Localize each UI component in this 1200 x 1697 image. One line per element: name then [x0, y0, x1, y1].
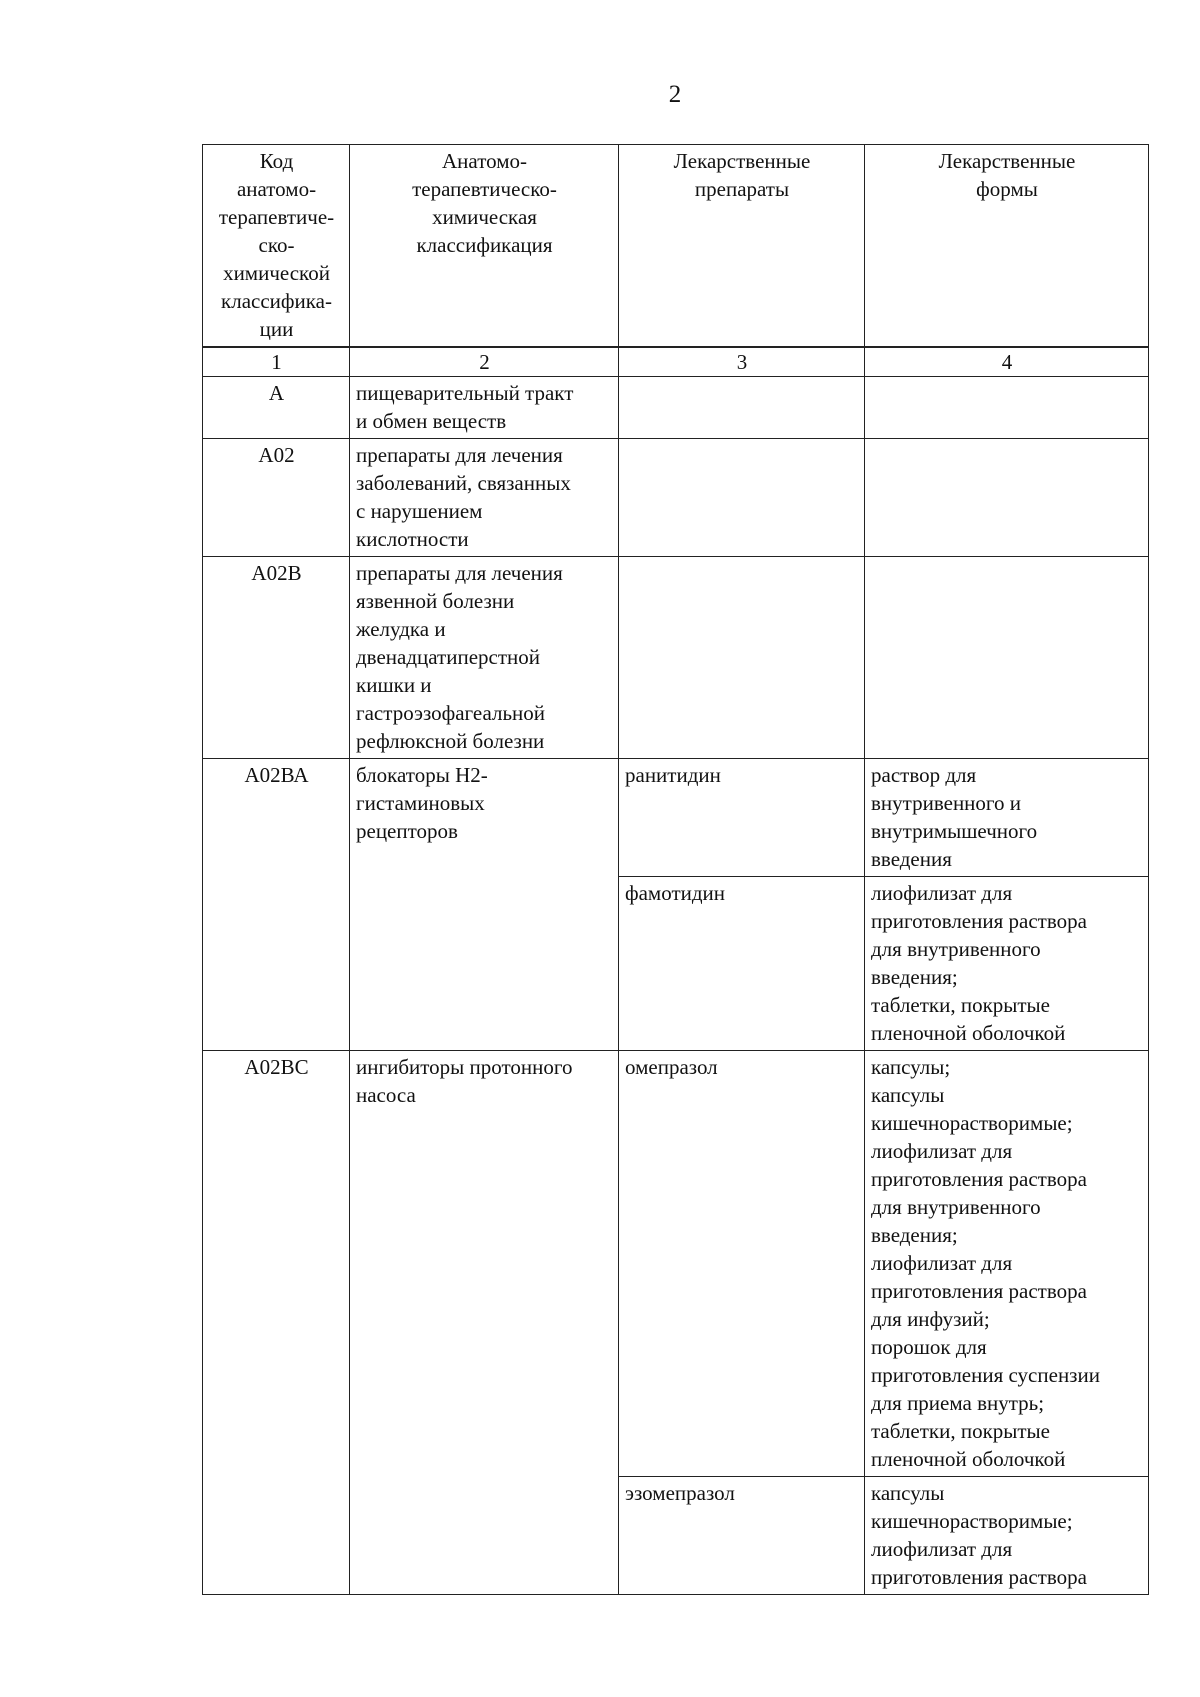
column-number-row — [203, 348, 1149, 377]
drug-name: ранитидин — [619, 759, 865, 877]
drug-forms: лиофилизат для приготовления раствора для внутривенного введения; таблетки, покрытые пленочной оболочкой — [865, 877, 1149, 1051]
drug-cell — [619, 557, 865, 759]
header-code: Код анатомо- терапевтиче- ско- химической классифика- ции — [203, 145, 350, 347]
header-drugs: Лекарственные препараты — [619, 145, 865, 347]
form-cell — [865, 439, 1149, 557]
column-number: 1 — [203, 348, 350, 377]
atc-classification-table — [202, 144, 1149, 1595]
atc-code: А02ВС — [203, 1051, 350, 1595]
drug-cell — [619, 439, 865, 557]
drug-name: омепразол — [619, 1051, 865, 1477]
table-row — [203, 439, 1149, 557]
drug-forms: капсулы кишечнорастворимые; лиофилизат для приготовления раствора — [865, 1477, 1149, 1595]
atc-class-name: препараты для лечения язвенной болезни желудка и двенадцатиперстной кишки и гастроэзофагеальной рефлюксной болезни — [350, 557, 619, 759]
atc-code: А02 — [203, 439, 350, 557]
table-row — [203, 1051, 1149, 1477]
column-number: 4 — [865, 348, 1149, 377]
atc-code: А — [203, 377, 350, 439]
header-forms: Лекарственные формы — [865, 145, 1149, 347]
atc-class-name: блокаторы Н2- гистаминовых рецепторов — [350, 759, 619, 1051]
table-row — [203, 377, 1149, 439]
form-cell — [865, 377, 1149, 439]
form-cell — [865, 557, 1149, 759]
atc-class-name: пищеварительный тракт и обмен веществ — [350, 377, 619, 439]
table-row — [203, 759, 1149, 877]
column-number: 3 — [619, 348, 865, 377]
table-row — [203, 557, 1149, 759]
drug-forms: капсулы; капсулы кишечнорастворимые; лиофилизат для приготовления раствора для внутривенного введения; лиофилизат для приготовления раствора для инфузий; порошок для приготовления суспензии для приема внутрь; таблетки, покрытые пленочной оболочкой — [865, 1051, 1149, 1477]
column-number: 2 — [350, 348, 619, 377]
drug-name: эзомепразол — [619, 1477, 865, 1595]
drug-forms: раствор для внутривенного и внутримышечного введения — [865, 759, 1149, 877]
header-classification: Анатомо- терапевтическо- химическая классификация — [350, 145, 619, 347]
atc-class-name: препараты для лечения заболеваний, связанных с нарушением кислотности — [350, 439, 619, 557]
atc-code: А02В — [203, 557, 350, 759]
atc-class-name: ингибиторы протонного насоса — [350, 1051, 619, 1595]
drug-cell — [619, 377, 865, 439]
page-number: 2 — [668, 81, 682, 108]
atc-code: А02ВА — [203, 759, 350, 1051]
header-row — [203, 145, 1149, 347]
drug-name: фамотидин — [619, 877, 865, 1051]
